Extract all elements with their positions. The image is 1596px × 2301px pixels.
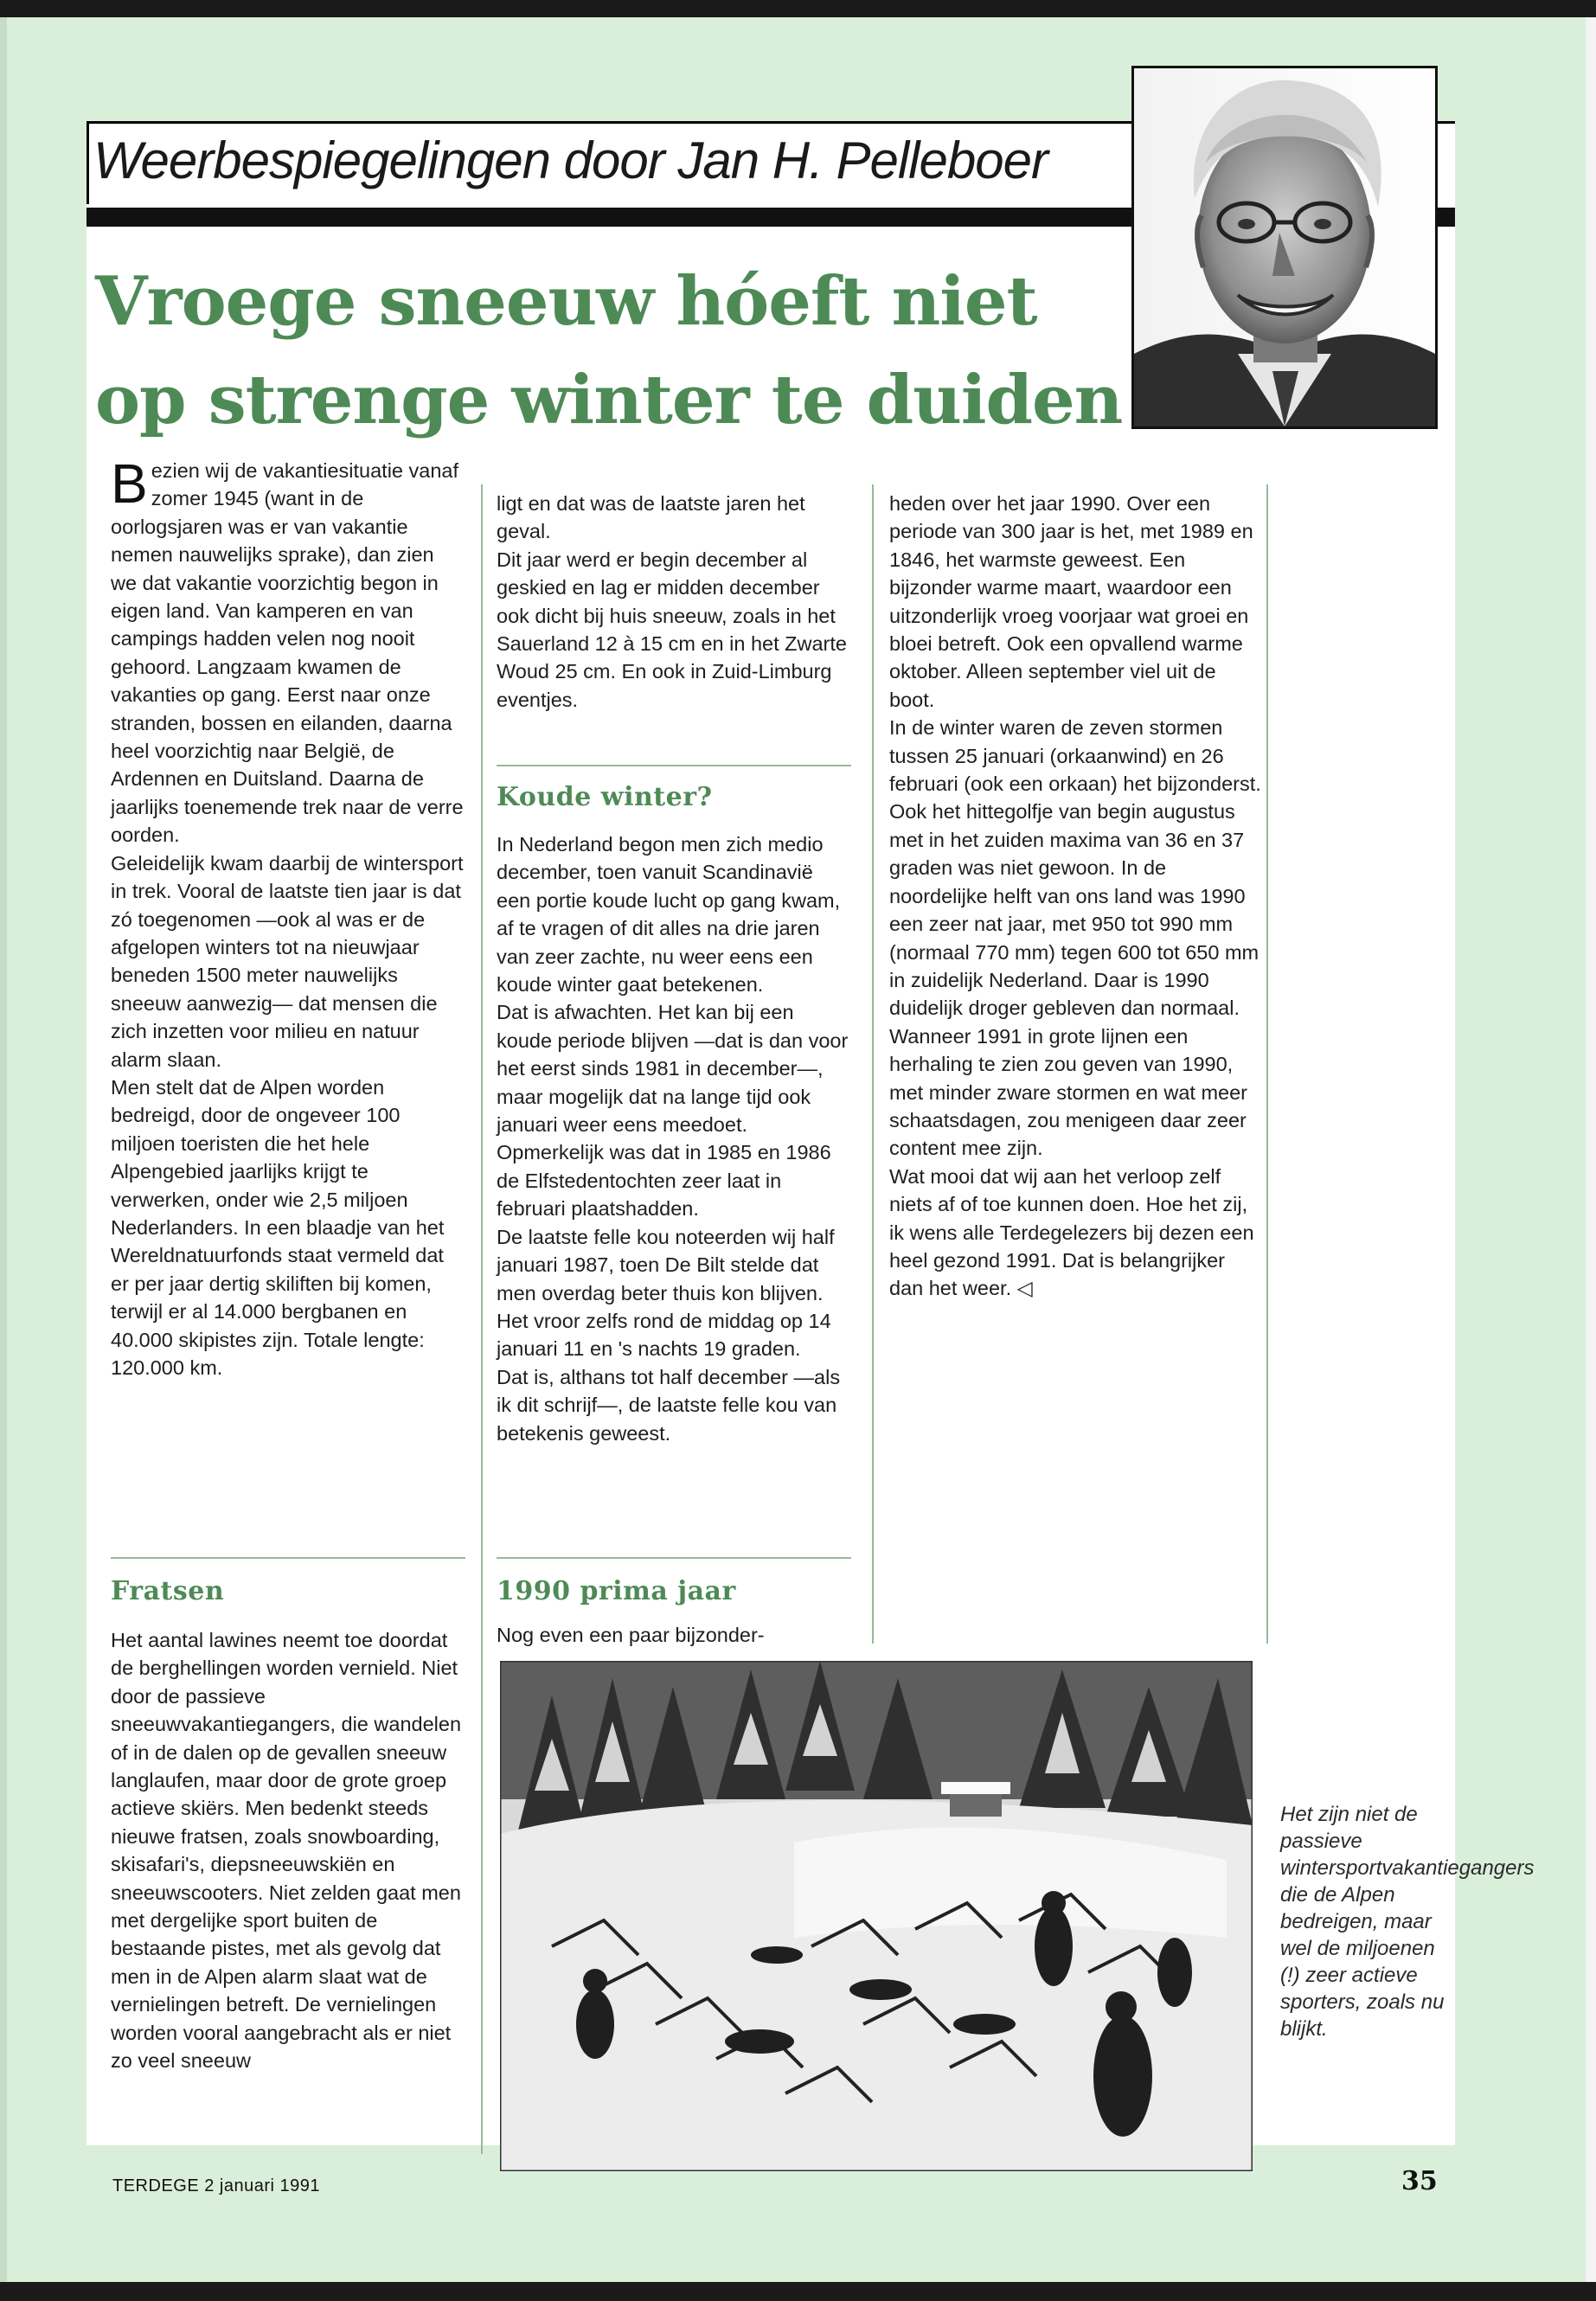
column-2-middle bbox=[497, 830, 851, 1447]
subhead-fratsen: Fratsen bbox=[111, 1576, 225, 1606]
paragraph-col2-top: ligt en dat was de laatste jaren het geval. bbox=[497, 492, 805, 543]
column-1-bottom bbox=[111, 1626, 465, 2075]
author-portrait bbox=[1131, 66, 1438, 429]
series-title: Weerbespiegelingen door Jan H. Pelleboer bbox=[93, 131, 1048, 189]
paragraph-december: Dit jaar werd er begin december al geskied en lag er midden december ook dicht bij huis sneeuw, zoals in het Sauerland 12 à 15 cm en in het Zwarte Woud 25 cm. En ook in Zuid-Limburg eventjes. bbox=[497, 548, 847, 711]
intro-paragraph bbox=[111, 452, 465, 849]
column-1 bbox=[111, 452, 465, 1381]
headline-line-1: Vroege sneeuw hóeft niet bbox=[95, 262, 1037, 341]
paragraph-hittegolf: Ook het hittegolfje van begin augustus met in het zuiden maxima van 36 en 37 graden was niet gewoon. In de noordelijke helft van ons land was 1990 een zeer nat jaar, met 950 tot 990 mm (normaal 770 mm) tegen 600 tot 650 mm in zuidelijk Nederland. Daar is 1990 duidelijk droger gebleven dan normaal. bbox=[889, 800, 1259, 1020]
scan-bottom-band bbox=[0, 2282, 1596, 2301]
section-rule-koude bbox=[497, 765, 851, 766]
header-rule-left bbox=[87, 121, 89, 204]
column-3 bbox=[889, 490, 1261, 1303]
subhead-koude-winter: Koude winter? bbox=[497, 782, 713, 812]
paragraph-alpen: Men stelt dat de Alpen worden bedreigd, door de ongeveer 100 miljoen toeristen die het hele Alpengebied jaarlijks krijgt te verwerken, onder wie 2,5 miljoen Nederlanders. In een blaadje van het Wereldnatuurfonds staat vermeld dat er per jaar dertig skiliften bij komen, terwijl er al 14.000 bergbanen en 40.000 skipistes zijn. Totale lengte: 120.000 km. bbox=[111, 1075, 445, 1379]
headline bbox=[95, 253, 1123, 450]
headline-line-2: op strenge winter te duiden bbox=[95, 361, 1123, 439]
page-number: 35 bbox=[1401, 2166, 1438, 2196]
paragraph-1991: Wanneer 1991 in grote lijnen een herhaling te zien zou geven van 1990, met minder zware stormen en wat meer schaatsdagen, zou menigeen daar zeer content mee zijn. bbox=[889, 1024, 1248, 1160]
drop-cap: B bbox=[111, 452, 148, 515]
paragraph-fratsen: Het aantal lawines neemt toe doordat de berghellingen worden vernield. Niet door de passieve sneeuwvakantiegangers, die wandelen of in de dalen op de gevallen sneeuw langlaufen, maar door de grote groep actieve skiërs. Men bedenkt steeds nieuwe fratsen, zoals snowboarding, skisafari's, diepsneeuwskiën en sneeuwscooters. Niet zelden gaat men met dergelijke sport buiten de bestaande pistes, met als gevolg dat men in de Alpen alarm slaat wat de vernielingen betreft. De vernielingen worden vooral aangebracht als er niet zo veel sneeuw bbox=[111, 1629, 462, 2073]
paragraph-wintersport: Geleidelijk kwam daarbij de wintersport in trek. Vooral de laatste tien jaar is dat zó toegenomen —ook al was er de afgelopen winters tot na nieuwjaar beneden 1500 meter nauwelijks sneeuw aanwezig— dat mensen die zich inzetten voor milieu en natuur alarm slaan. bbox=[111, 851, 464, 1071]
scan-top-band bbox=[0, 0, 1596, 17]
paragraph-koude: In Nederland begon men zich medio december, toen vanuit Scandinavië een portie koude lucht op gang kwam, af te vragen of dit alles na drie jaren van zeer zachte, nu weer eens een koude winter gaat betekenen. bbox=[497, 833, 841, 997]
page-edge-left bbox=[0, 0, 7, 2301]
paragraph-stormen: In de winter waren de zeven stormen tussen 25 januari (orkaanwind) en 26 februari (ook een orkaan) het bijzonderst. bbox=[889, 716, 1261, 796]
paragraph-elfsteden: Opmerkelijk was dat in 1985 en 1986 de Elfstedentochten zeer laat in februari plaatshadden. bbox=[497, 1141, 831, 1221]
column-2-bottom bbox=[497, 1621, 851, 1649]
column-divider-2 bbox=[872, 484, 874, 1644]
paragraph-felle-kou: De laatste felle kou noteerden wij half januari 1987, toen De Bilt stelde dat men overdag beter thuis kon blijven. Het vroor zelfs rond de middag op 14 januari 11 en 's nachts 19 graden. bbox=[497, 1225, 835, 1361]
column-divider-1 bbox=[481, 484, 483, 2154]
column-2 bbox=[497, 490, 851, 714]
subhead-1990-prima-jaar: 1990 prima jaar bbox=[497, 1576, 736, 1606]
footer-publication: TERDEGE 2 januari 1991 bbox=[112, 2176, 321, 2195]
page-edge-right bbox=[1586, 0, 1596, 2301]
section-rule-fratsen bbox=[111, 1557, 465, 1559]
column-divider-3 bbox=[1266, 484, 1268, 1644]
section-rule-1990 bbox=[497, 1557, 851, 1559]
paragraph-1990-intro: Nog even een paar bijzonder- bbox=[497, 1624, 765, 1646]
end-mark-icon: ◁ bbox=[1016, 1277, 1033, 1300]
photo-caption: Het zijn niet de passieve wintersportvakantiegangers die de Alpen bedreigen, maar wel de miljoenen (!) zeer actieve sporters, zoals nu blijkt. bbox=[1280, 1803, 1535, 2041]
paragraph-slot bbox=[889, 1163, 1261, 1303]
intro-text: ezien wij de vakantiesituatie vanaf zomer 1945 (want in de oorlogsjaren was er van vakantie nemen nauwelijks sprake), dan zien we dat vakantie voorzichtig begon in eigen land. Van kamperen en van campings hadden velen nog nooit gehoord. Langzaam kwamen de vakanties op gang. Eerst naar onze stranden, bossen en eilanden, daarna heel voorzichtig naar België, de Ardennen en Duitsland. Daarna de jaarlijks toenemende trek naar de verre oorden. bbox=[111, 459, 464, 847]
paragraph-col3-top: heden over het jaar 1990. Over een periode van 300 jaar is het, met 1989 en 1846, het warmste geweest. Een bijzonder warme maart, waardoor een uitzonderlijk vroeg voorjaar wat groei en bloei betreft. Ook een opvallend warme oktober. Alleen september viel uit de boot. bbox=[889, 492, 1253, 711]
paragraph-afwachten: Dat is afwachten. Het kan bij een koude periode blijven —dat is dan voor het eerst sinds 1981 in december—, maar mogelijk dat na lange tijd ook januari weer eens meedoet. bbox=[497, 1001, 849, 1137]
closing-text: Wat mooi dat wij aan het verloop zelf niets af of toe kunnen doen. Hoe het zij, ik wens alle Terdegelezers bij dezen een heel gezond 1991. Dat is belangrijker dan het weer. bbox=[889, 1164, 1254, 1300]
paragraph-althans: Dat is, althans tot half december —als ik dit schrijf—, de laatste felle kou van betekenis geweest. bbox=[497, 1365, 841, 1445]
ski-photo bbox=[500, 1661, 1253, 2171]
